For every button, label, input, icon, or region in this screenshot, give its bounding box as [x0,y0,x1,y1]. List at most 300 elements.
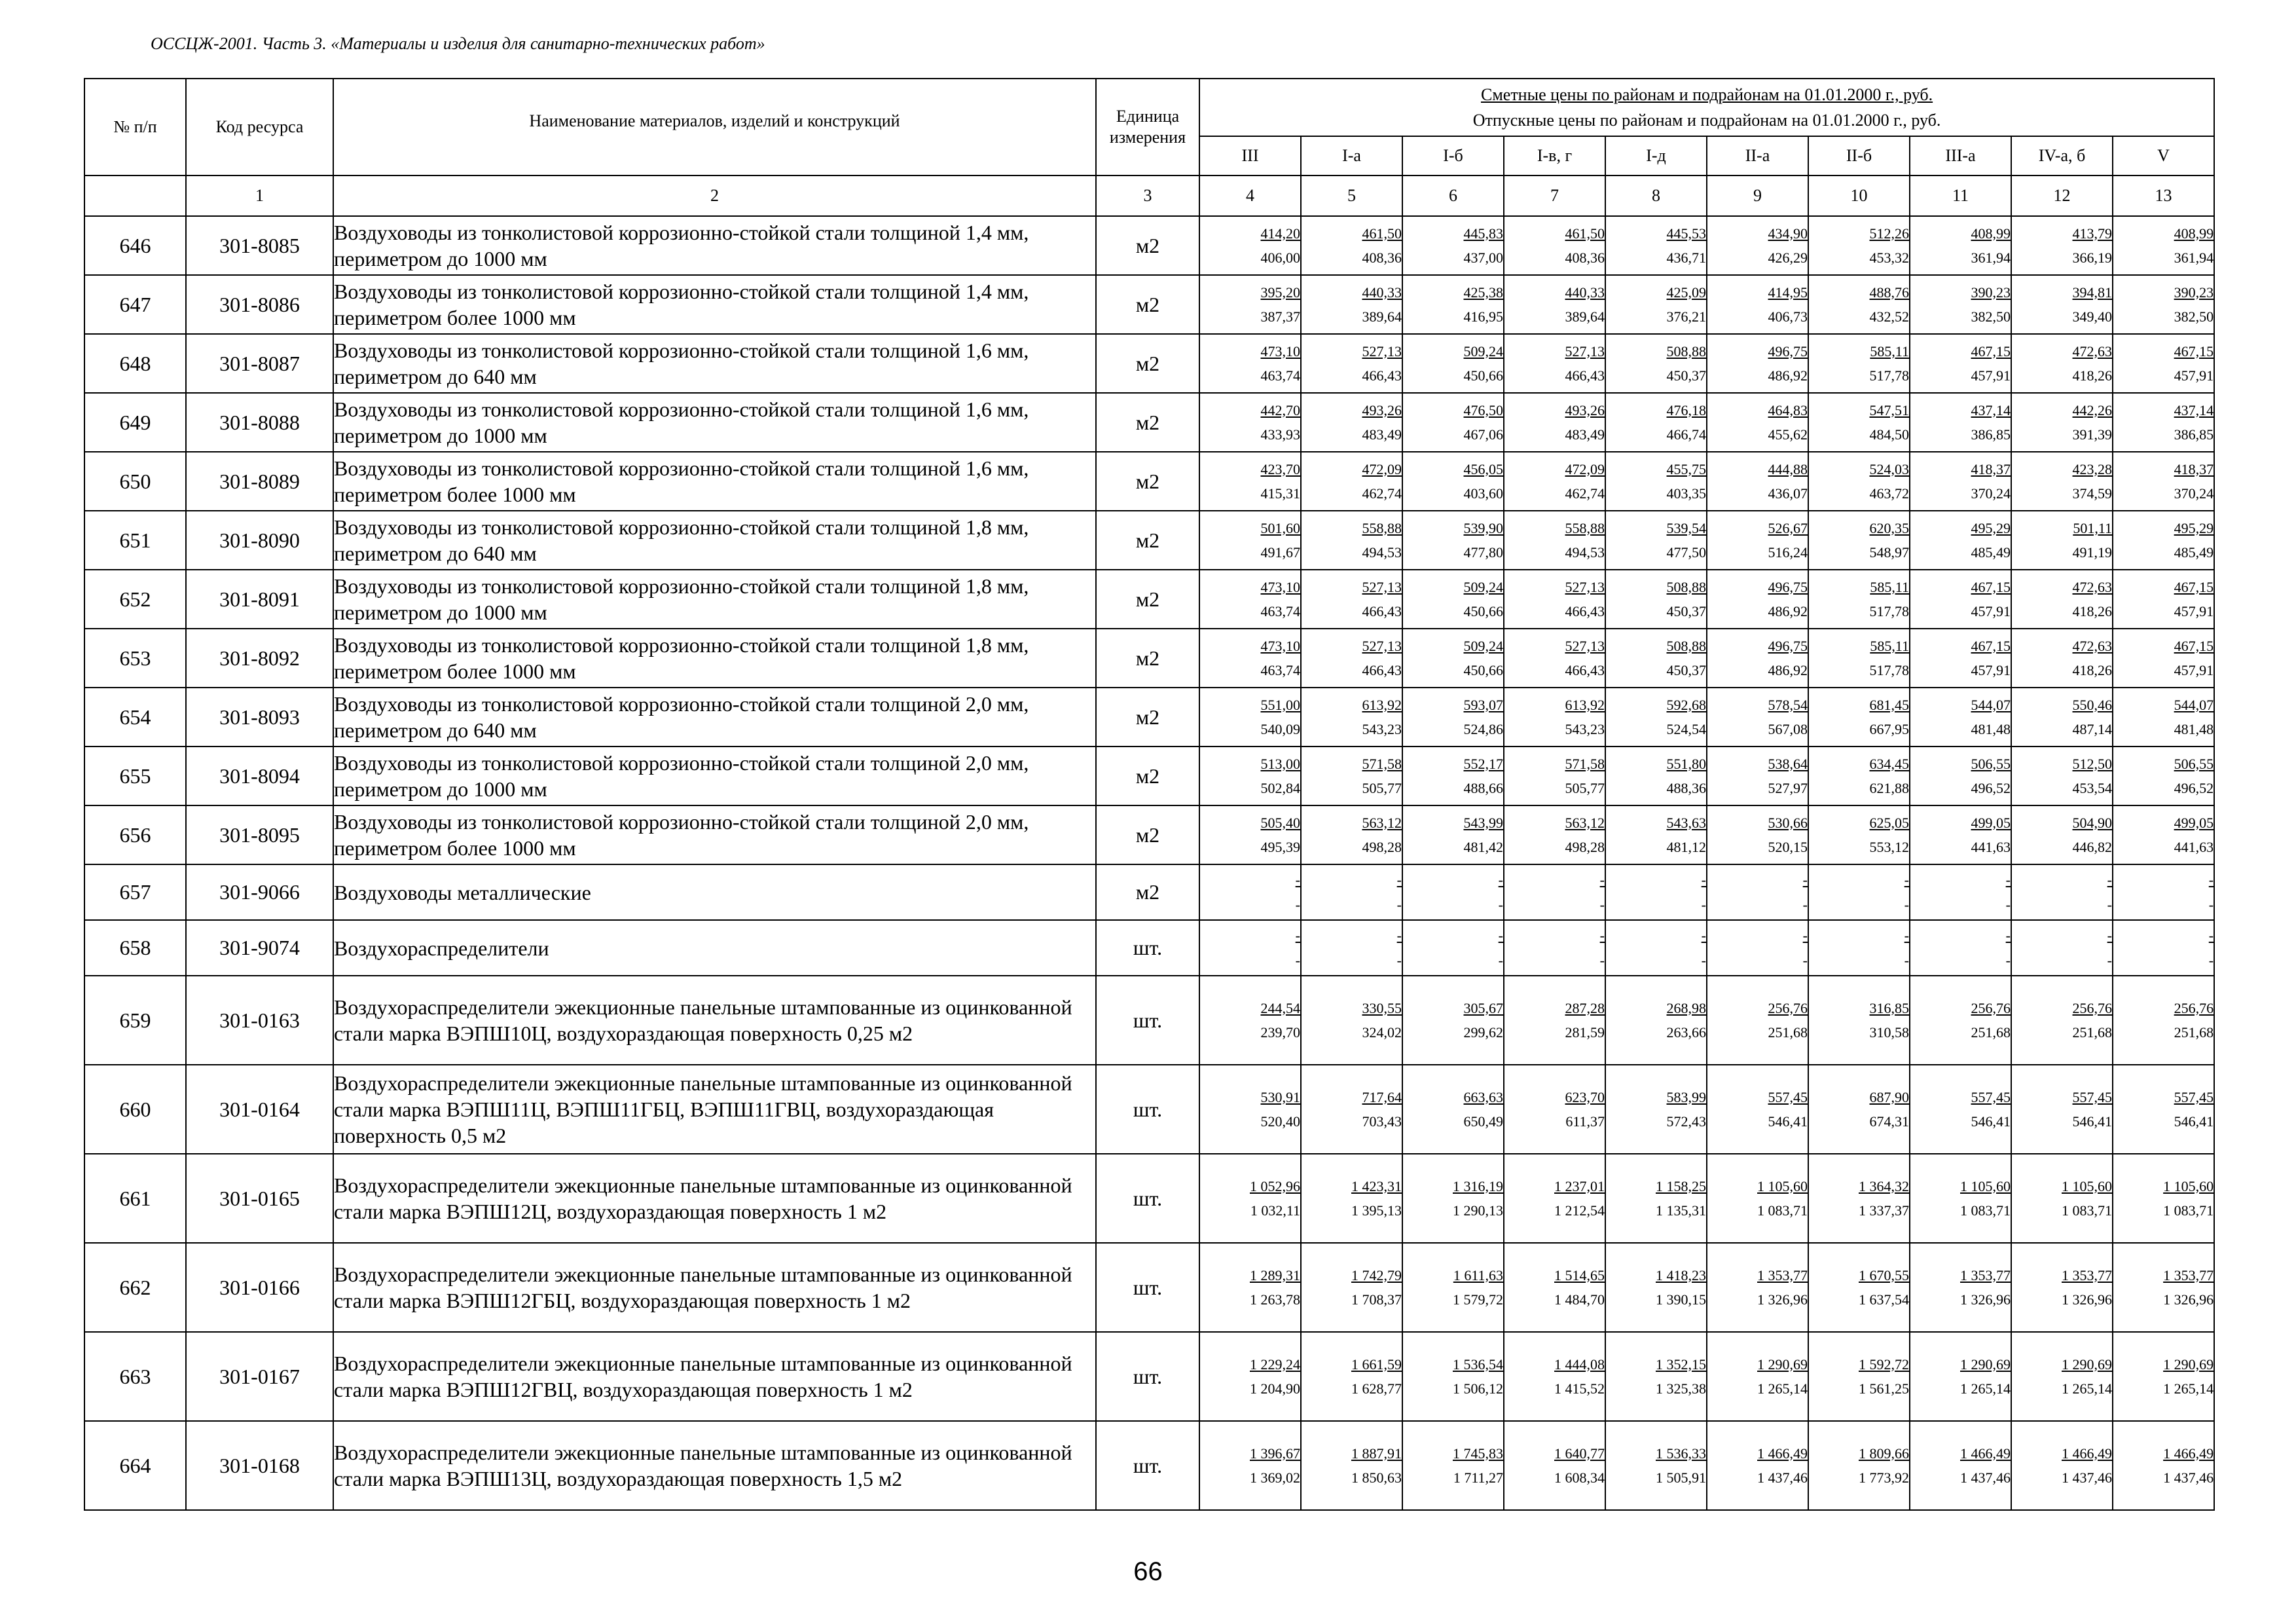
column-number-cell: 8 [1605,175,1707,216]
estimate-price: 495,29 [1971,519,2011,536]
estimate-price: 418,37 [2174,460,2214,477]
region-header: I-б [1402,136,1504,175]
estimate-price: 256,76 [1768,999,1808,1016]
estimate-price: 445,83 [1463,225,1503,242]
release-price: 251,68 [2174,1024,2214,1041]
price-cell [1301,688,1402,747]
price-cell [1402,976,1504,1065]
price-cell [2011,920,2113,976]
release-price: 436,71 [1666,249,1706,266]
release-price: 437,00 [1463,249,1503,266]
price-cell [1910,570,2011,629]
price-cell [2113,1421,2214,1510]
release-price: 457,91 [2174,603,2214,619]
price-cell [2113,1332,2214,1421]
price-cell [2113,393,2214,452]
release-price: 498,28 [1565,839,1605,855]
release-price: 366,19 [2072,249,2112,266]
estimate-price: 527,13 [1362,637,1402,654]
material-name: Воздуховоды из тонколистовой коррозионно-стойкой стали толщиной 2,0 мм, периметром до 640 мм [333,688,1096,747]
release-price: 1 326,96 [1757,1291,1808,1308]
release-price: 491,67 [1260,544,1300,561]
price-cell [1402,864,1504,920]
estimate-price: 543,99 [1463,814,1503,831]
price-cell [2113,334,2214,393]
price-cell [2011,216,2113,275]
price-cell [1504,805,1605,864]
estimate-price: 493,26 [1362,401,1402,418]
estimate-price: 499,05 [1971,814,2011,831]
estimate-price: 1 289,31 [1250,1266,1300,1283]
estimate-price: 1 466,49 [2163,1445,2214,1462]
material-name: Воздуховоды из тонколистовой коррозионно-стойкой стали толщиной 1,6 мм, периметром до 1000 мм [333,393,1096,452]
row-number: 648 [84,334,186,393]
release-price: 1 395,13 [1351,1202,1402,1219]
release-price: 436,07 [1768,485,1808,502]
estimate-price: 461,50 [1565,225,1605,242]
price-cell [1301,452,1402,511]
price-cell [1504,976,1605,1065]
price-cell [2113,1065,2214,1154]
header-unit: Единица измерения [1096,79,1199,175]
price-cell [1910,805,2011,864]
estimate-price: 687,90 [1869,1088,1909,1105]
price-cell [1707,920,1808,976]
price-cell [1504,864,1605,920]
estimate-price: 256,76 [2072,999,2112,1016]
price-cell [2113,747,2214,805]
estimate-price: 1 536,33 [1656,1445,1706,1462]
release-price: 1 326,96 [2062,1291,2112,1308]
release-price: 667,95 [1869,721,1909,737]
price-cell [1808,1154,1910,1243]
estimate-price: 437,14 [1971,401,2011,418]
release-price: 543,23 [1565,721,1605,737]
material-name: Воздуховоды из тонколистовой коррозионно-стойкой стали толщиной 1,4 мм, периметром более 1000 мм [333,275,1096,334]
release-price: 1 708,37 [1351,1291,1402,1308]
price-cell [1605,1243,1707,1332]
estimate-price: 442,26 [2072,401,2112,418]
estimate-price: 467,15 [1971,637,2011,654]
estimate-price: 390,23 [2174,284,2214,301]
estimate-price: 1 290,69 [1757,1356,1808,1373]
estimate-price: 472,09 [1565,460,1605,477]
estimate-price: 1 105,60 [1960,1177,2011,1194]
price-cell [1605,1332,1707,1421]
price-cell [1707,1421,1808,1510]
estimate-price: 473,10 [1260,342,1300,360]
release-price: 520,15 [1768,839,1808,855]
price-cell [1301,629,1402,688]
column-number-cell: 3 [1096,175,1199,216]
release-price: 481,48 [2174,721,2214,737]
release-price: 621,88 [1869,780,1909,796]
estimate-price: 1 809,66 [1859,1445,1909,1462]
price-cell [1910,688,2011,747]
estimate-price: 473,10 [1260,578,1300,595]
estimate-price: 1 237,01 [1554,1177,1605,1194]
release-price: 455,62 [1768,426,1808,443]
release-price: - [2107,896,2112,913]
estimate-price: 530,66 [1768,814,1808,831]
release-price: 349,40 [2072,308,2112,325]
price-cell [2113,1154,2214,1243]
estimate-price: 1 745,83 [1453,1445,1503,1462]
row-number: 652 [84,570,186,629]
resource-code: 301-0165 [186,1154,333,1243]
price-cell [2011,1332,2113,1421]
price-cell [1605,747,1707,805]
release-price: - [1904,951,1909,969]
material-name: Воздуховоды из тонколистовой коррозионно-стойкой стали толщиной 1,8 мм, периметром до 640 мм [333,511,1096,570]
release-price: 391,39 [2072,426,2112,443]
estimate-price: - [1802,927,1808,944]
estimate-price: 508,88 [1666,578,1706,595]
estimate-price: - [1295,927,1300,944]
price-cell [1808,1421,1910,1510]
release-price: 463,74 [1260,603,1300,619]
estimate-price: 557,45 [2072,1088,2112,1105]
estimate-price: 488,76 [1869,284,1909,301]
estimate-price: 390,23 [1971,284,2011,301]
resource-code: 301-8093 [186,688,333,747]
resource-code: 301-9066 [186,864,333,920]
estimate-price: 551,00 [1260,696,1300,713]
price-cell [1504,629,1605,688]
release-price: - [1599,896,1605,913]
resource-code: 301-9074 [186,920,333,976]
price-cell [1402,334,1504,393]
resource-code: 301-8085 [186,216,333,275]
column-number-cell: 2 [333,175,1096,216]
release-price: 446,82 [2072,839,2112,855]
release-price: 567,08 [1768,721,1808,737]
price-cell [1402,216,1504,275]
price-cell [1199,864,1301,920]
price-cell [1910,1243,2011,1332]
price-cell [1199,920,1301,976]
release-price: 450,37 [1666,367,1706,384]
price-cell [1504,688,1605,747]
price-cell [1402,511,1504,570]
estimate-price: 509,24 [1463,637,1503,654]
material-name: Воздуховоды из тонколистовой коррозионно-стойкой стали толщиной 2,0 мм, периметром до 1000 мм [333,747,1096,805]
estimate-price: 717,64 [1362,1088,1402,1105]
price-cell [1605,629,1707,688]
price-cell [1402,275,1504,334]
price-cell [1605,976,1707,1065]
estimate-price: 613,92 [1362,696,1402,713]
column-number-cell [84,175,186,216]
release-price: 386,85 [2174,426,2214,443]
estimate-price: 499,05 [2174,814,2214,831]
price-cell [1910,747,2011,805]
price-cell [1910,864,2011,920]
price-cell [1402,1243,1504,1332]
price-cell [1605,511,1707,570]
material-name: Воздухораспределители эжекционные панельные штампованные из оцинкованной стали марка ВЭПШ10Ц, воздухораздающая поверхность 0,25 м2 [333,976,1096,1065]
release-price: 1 608,34 [1554,1469,1605,1486]
resource-code: 301-0164 [186,1065,333,1154]
release-price: 453,32 [1869,249,1909,266]
material-name: Воздухораспределители эжекционные панельные штампованные из оцинкованной стали марка ВЭПШ12ГВЦ, воздухораздающая поверхность 1 м2 [333,1332,1096,1421]
release-price: 374,59 [2072,485,2112,502]
price-cell [2011,864,2113,920]
price-cell [1808,1332,1910,1421]
price-cell [1808,747,1910,805]
column-number-cell: 7 [1504,175,1605,216]
estimate-price: 563,12 [1362,814,1402,831]
estimate-price: 1 742,79 [1351,1266,1402,1283]
header-name: Наименование материалов, изделий и конструкций [333,79,1096,175]
estimate-price: 539,90 [1463,519,1503,536]
price-cell [2011,1065,2113,1154]
estimate-price: 464,83 [1768,401,1808,418]
release-price: - [2005,951,2011,969]
estimate-price: 544,07 [2174,696,2214,713]
column-number-cell: 4 [1199,175,1301,216]
row-number: 650 [84,452,186,511]
price-cell [1707,1065,1808,1154]
price-cell [1301,1243,1402,1332]
unit-of-measure: м2 [1096,570,1199,629]
price-cell [2113,511,2214,570]
price-cell [1199,511,1301,570]
release-price: 466,43 [1362,367,1402,384]
estimate-price: 268,98 [1666,999,1706,1016]
estimate-price: 527,13 [1565,637,1605,654]
release-price: 457,91 [2174,662,2214,678]
release-price: - [1701,896,1706,913]
estimate-price: 1 229,24 [1250,1356,1300,1373]
release-price: 441,63 [1971,839,2011,855]
price-cell [1504,452,1605,511]
release-price: 457,91 [1971,662,2011,678]
release-price: 486,92 [1768,603,1808,619]
release-price: 486,92 [1768,367,1808,384]
estimate-price: 1 352,15 [1656,1356,1706,1373]
estimate-price: - [2208,872,2214,889]
release-price: 487,14 [2072,721,2112,737]
estimate-price: - [1802,872,1808,889]
estimate-price: 547,51 [1869,401,1909,418]
release-price: 524,86 [1463,721,1503,737]
release-price: 1 415,52 [1554,1380,1605,1397]
table-row [84,747,2214,805]
estimate-price: 592,68 [1666,696,1706,713]
release-price: 418,26 [2072,367,2112,384]
price-cell [1402,452,1504,511]
estimate-price: 508,88 [1666,637,1706,654]
release-price: - [1498,951,1503,969]
price-cell [2011,511,2113,570]
price-cell [1605,864,1707,920]
price-cell [1707,452,1808,511]
price-cell [1402,805,1504,864]
header-prices [1199,79,2214,136]
price-cell [1707,629,1808,688]
resource-code: 301-0166 [186,1243,333,1332]
release-price: 1 212,54 [1554,1202,1605,1219]
price-cell [2011,1421,2113,1510]
row-number: 659 [84,976,186,1065]
release-price: 467,06 [1463,426,1503,443]
unit-of-measure: м2 [1096,334,1199,393]
estimate-price: 408,99 [2174,225,2214,242]
release-price: 484,50 [1869,426,1909,443]
price-cell [1199,334,1301,393]
table-row [84,920,2214,976]
release-price: 1 484,70 [1554,1291,1605,1308]
estimate-price: 557,45 [2174,1088,2214,1105]
release-price: 611,37 [1565,1113,1605,1130]
price-cell [1199,1421,1301,1510]
estimate-price: 1 466,49 [1960,1445,2011,1462]
column-number-cell: 10 [1808,175,1910,216]
estimate-price: 1 536,54 [1453,1356,1503,1373]
unit-of-measure: шт. [1096,1065,1199,1154]
estimate-price: 1 290,69 [2062,1356,2112,1373]
estimate-price: 578,54 [1768,696,1808,713]
estimate-price: 583,99 [1666,1088,1706,1105]
price-cell [1707,1243,1808,1332]
estimate-price: 585,11 [1870,637,1909,654]
resource-code: 301-0167 [186,1332,333,1421]
price-cell [2011,452,2113,511]
release-price: 1 850,63 [1351,1469,1402,1486]
price-cell [1301,805,1402,864]
region-header: III [1199,136,1301,175]
estimate-price: 425,09 [1666,284,1706,301]
region-header: V [2113,136,2214,175]
price-cell [1199,393,1301,452]
estimate-price: 414,20 [1260,225,1300,242]
release-price: 477,50 [1666,544,1706,561]
release-price: 674,31 [1869,1113,1909,1130]
unit-of-measure: м2 [1096,393,1199,452]
table-row [84,688,2214,747]
price-cell [1808,511,1910,570]
estimate-price: 425,38 [1463,284,1503,301]
estimate-price: 557,45 [1768,1088,1808,1105]
document-header: ОССЦЖ-2001. Часть 3. «Материалы и изделия для санитарно-технических работ» [151,34,765,53]
row-number: 663 [84,1332,186,1421]
unit-of-measure: м2 [1096,747,1199,805]
estimate-price: - [1498,872,1503,889]
price-cell [1301,1065,1402,1154]
release-price: 361,94 [1971,249,2011,266]
estimate-price: 408,99 [1971,225,2011,242]
price-cell [1605,1065,1707,1154]
resource-code: 301-8086 [186,275,333,334]
release-price: 1 369,02 [1250,1469,1300,1486]
resource-code: 301-8088 [186,393,333,452]
column-number-cell: 5 [1301,175,1402,216]
estimate-price: 467,15 [1971,342,2011,360]
estimate-price: 1 353,77 [2062,1266,2112,1283]
estimate-price: 423,28 [2072,460,2112,477]
estimate-price: - [2005,872,2011,889]
estimate-price: 1 353,77 [1757,1266,1808,1283]
release-price: 466,43 [1565,603,1605,619]
price-cell [1605,920,1707,976]
unit-of-measure: шт. [1096,1243,1199,1332]
release-price: 453,54 [2072,780,2112,796]
price-cell [1504,747,1605,805]
release-price: 1 437,46 [1757,1469,1808,1486]
column-number-cell: 9 [1707,175,1808,216]
price-cell [1301,511,1402,570]
release-price: - [1295,896,1300,913]
unit-of-measure: шт. [1096,1332,1199,1421]
estimate-price: 467,15 [2174,578,2214,595]
release-price: 1 773,92 [1859,1469,1909,1486]
estimate-price: 1 052,96 [1250,1177,1300,1194]
table-row [84,393,2214,452]
price-cell [1402,1065,1504,1154]
estimate-price: 316,85 [1869,999,1909,1016]
release-price: 1 711,27 [1453,1469,1503,1486]
estimate-price: 496,75 [1768,342,1808,360]
estimate-price: 440,33 [1362,284,1402,301]
price-cell [1199,1154,1301,1243]
unit-of-measure: м2 [1096,805,1199,864]
estimate-price: - [1396,872,1402,889]
release-price: 457,91 [1971,603,2011,619]
estimate-price: 1 105,60 [1757,1177,1808,1194]
material-name: Воздухораспределители эжекционные панельные штампованные из оцинкованной стали марка ВЭПШ12Ц, воздухораздающая поверхность 1 м2 [333,1154,1096,1243]
estimate-price: 472,09 [1362,460,1402,477]
price-cell [1199,629,1301,688]
price-cell [1910,1065,2011,1154]
price-cell [1605,216,1707,275]
estimate-price: 1 661,59 [1351,1356,1402,1373]
release-price: 426,29 [1768,249,1808,266]
row-number: 662 [84,1243,186,1332]
price-cell [1910,216,2011,275]
release-price: 239,70 [1260,1024,1300,1041]
estimate-price: 625,05 [1869,814,1909,831]
release-price: 1 506,12 [1453,1380,1503,1397]
unit-of-measure: м2 [1096,452,1199,511]
estimate-price: - [1599,927,1605,944]
price-cell [2113,976,2214,1065]
release-price: 1 561,25 [1859,1380,1909,1397]
price-cell [1199,1243,1301,1332]
price-cell [1301,1332,1402,1421]
estimate-price: 467,15 [1971,578,2011,595]
price-cell [1808,920,1910,976]
unit-of-measure: шт. [1096,1154,1199,1243]
price-cell [1707,976,1808,1065]
release-price: 403,60 [1463,485,1503,502]
material-name: Воздухораспределители эжекционные панельные штампованные из оцинкованной стали марка ВЭПШ11Ц, ВЭПШ11ГБЦ, ВЭПШ11ГВЦ, воздухораздающая поверхность 0,5 м2 [333,1065,1096,1154]
release-price: 1 390,15 [1656,1291,1706,1308]
table-body [84,216,2214,1510]
price-cell [1402,688,1504,747]
release-price: 1 437,46 [2062,1469,2112,1486]
estimate-price: 1 105,60 [2062,1177,2112,1194]
release-price: 299,62 [1463,1024,1503,1041]
release-price: 1 263,78 [1250,1291,1300,1308]
estimate-price: 442,70 [1260,401,1300,418]
price-cell [1605,570,1707,629]
release-price: 502,84 [1260,780,1300,796]
estimate-price: 585,11 [1870,342,1909,360]
price-cell [1402,570,1504,629]
release-price: 548,97 [1869,544,1909,561]
estimate-price: 496,75 [1768,637,1808,654]
